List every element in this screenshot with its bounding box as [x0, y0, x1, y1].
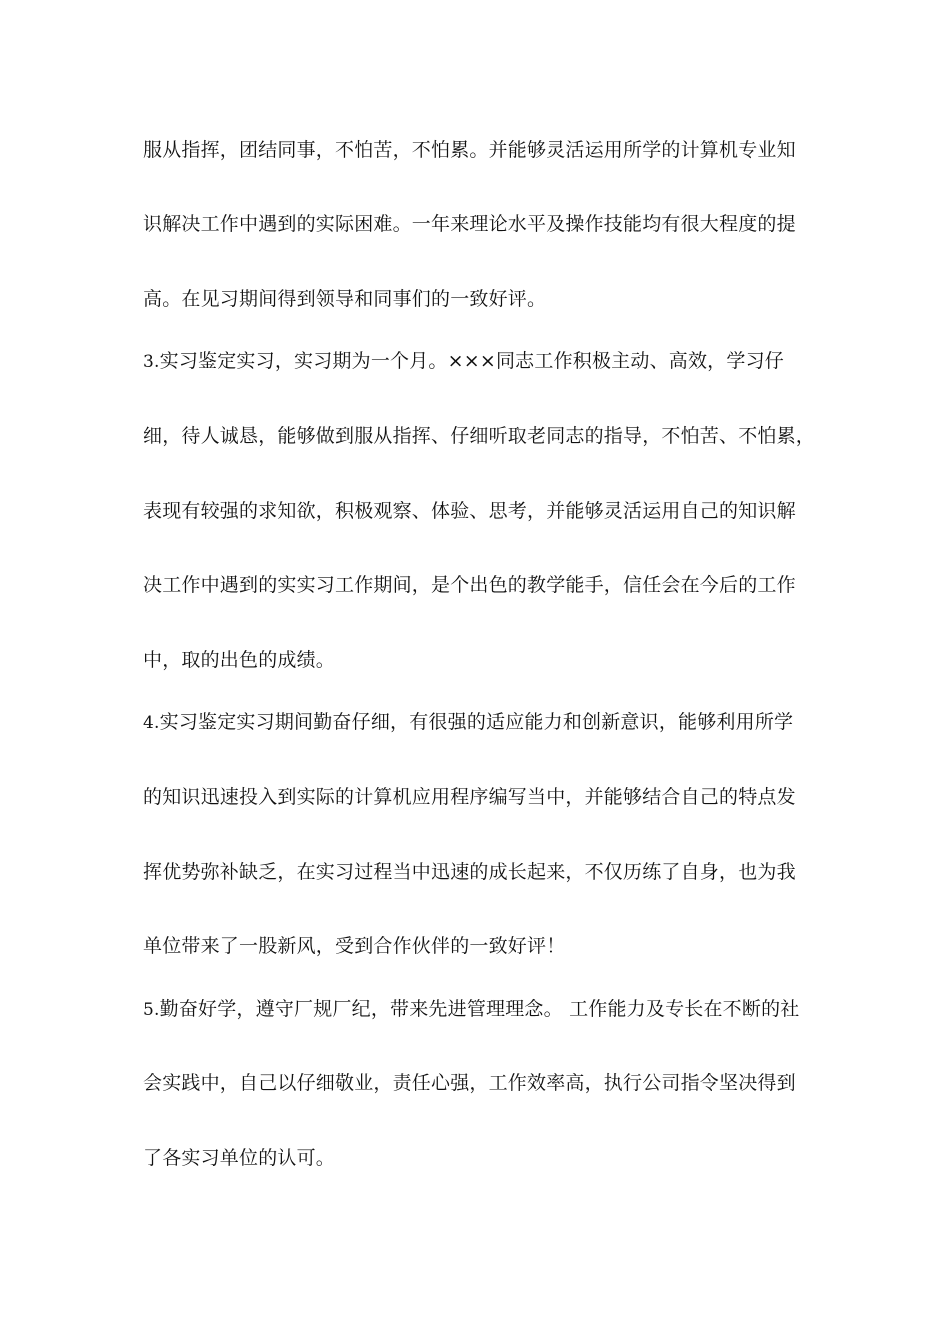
line-text: 挥优势弥补缺乏，在实习过程当中迅速的成长起来，不仅历练了自身，也为我: [143, 861, 796, 883]
line-text: 实习鉴定实习期间勤奋仔细，有很强的适应能力和创新意识，能够利用所学: [159, 711, 794, 733]
list-number: 3.: [143, 352, 160, 372]
paragraph-line: [143, 497, 823, 525]
paragraph-line: [143, 932, 823, 960]
line-text: 中，取的出色的成绩。: [143, 649, 336, 671]
line-text: 表现有较强的求知欲，积极观察、体验、思考，并能够灵活运用自己的知识解: [143, 500, 796, 522]
list-number: 5.: [143, 1000, 160, 1020]
paragraph-line: [143, 1069, 823, 1097]
list-number: 4.: [143, 713, 160, 733]
paragraph-line: [143, 1144, 823, 1172]
line-text: 决工作中遇到的实实习工作期间，是个出色的教学能手，信任会在今后的工作: [143, 574, 796, 596]
list-item-5-first-line: [143, 995, 823, 1023]
paragraph-line: [143, 858, 823, 886]
paragraph-line: [143, 783, 823, 811]
line-text: 单位带来了一股新风，受到合作伙伴的一致好评！: [143, 935, 566, 957]
line-text: 的知识迅速投入到实际的计算机应用程序编写当中，并能够结合自己的特点发: [143, 786, 796, 808]
paragraph-line: [143, 210, 823, 238]
paragraph-line: [143, 422, 823, 450]
paragraph-line: [143, 285, 823, 313]
paragraph-line: [143, 136, 823, 164]
line-text: 高。在见习期间得到领导和同事们的一致好评。: [143, 288, 547, 310]
line-text: 实习鉴定实习，实习期为一个月。×××同志工作积极主动、高效，学习仔: [159, 350, 784, 372]
line-text: 细，待人诚恳，能够做到服从指挥、仔细听取老同志的指导，不怕苦、不怕累，: [143, 425, 816, 447]
line-text: 了各实习单位的认可。: [143, 1147, 336, 1169]
line-text: 识解决工作中遇到的实际困难。一年来理论水平及操作技能均有很大程度的提: [143, 213, 796, 235]
paragraph-line: [143, 571, 823, 599]
line-text: 勤奋好学，遵守厂规厂纪，带来先进管理理念。 工作能力及专长在不断的社: [159, 998, 800, 1020]
line-text: 服从指挥，团结同事，不怕苦，不怕累。并能够灵活运用所学的计算机专业知: [143, 139, 796, 161]
list-item-4-first-line: [143, 708, 823, 736]
paragraph-line: [143, 646, 823, 674]
line-text: 会实践中，自己以仔细敬业，责任心强，工作效率高，执行公司指令坚决得到: [143, 1072, 796, 1094]
list-item-3-first-line: [143, 347, 823, 375]
